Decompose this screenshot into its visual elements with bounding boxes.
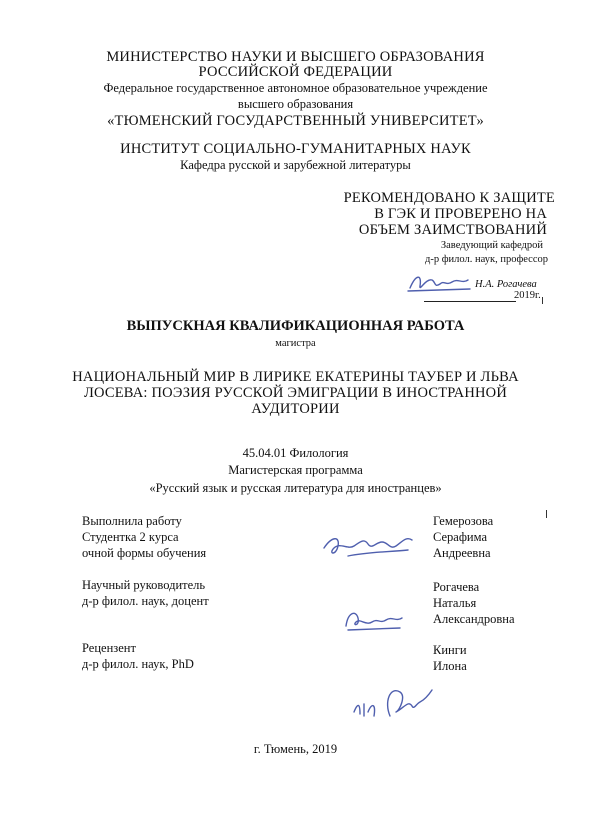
approval-line-3: ОБЪЕМ ЗАИМСТВОВАНИЙ xyxy=(358,222,547,238)
work-level: магистра xyxy=(275,338,316,349)
head-signature xyxy=(406,268,476,296)
ministry-line-1: МИНИСТЕРСТВО НАУКИ И ВЫСШЕГО ОБРАЗОВАНИЯ xyxy=(106,49,485,65)
approval-date-line xyxy=(424,301,516,302)
program-label: Магистерская программа xyxy=(228,463,363,477)
author-name-1: Гемерозова xyxy=(433,514,494,528)
approval-line-2: В ГЭК И ПРОВЕРЕНО НА xyxy=(374,206,547,222)
supervisor-label-2: д-р филол. наук, доцент xyxy=(82,594,209,608)
ministry-line-2: РОССИЙСКОЙ ФЕДЕРАЦИИ xyxy=(198,64,393,80)
reviewer-name-2: Илона xyxy=(433,659,467,673)
author-name-3: Андреевна xyxy=(433,546,491,560)
institution-type-line-2: высшего образования xyxy=(237,97,354,111)
approval-line-1: РЕКОМЕНДОВАНО К ЗАЩИТЕ xyxy=(343,190,555,206)
reviewer-label-2: д-р филол. наук, PhD xyxy=(82,657,194,671)
work-title-line-1: НАЦИОНАЛЬНЫЙ МИР В ЛИРИКЕ ЕКАТЕРИНЫ ТАУБЕР И ЛЬВА xyxy=(72,369,519,385)
scan-edge-mark xyxy=(542,297,543,304)
reviewer-name-1: Кинги xyxy=(433,643,467,657)
approval-degree: д-р филол. наук, профессор xyxy=(425,254,548,265)
author-signature xyxy=(318,528,418,562)
supervisor-name-1: Рогачева xyxy=(433,580,480,594)
author-label-1: Выполнила работу xyxy=(82,514,182,528)
approval-name: Н.А. Рогачева xyxy=(475,279,537,290)
reviewer-label-1: Рецензент xyxy=(82,641,136,655)
work-title-line-3: АУДИТОРИИ xyxy=(251,401,340,417)
scan-edge-mark xyxy=(546,510,547,518)
reviewer-signature xyxy=(350,682,436,726)
work-title-line-2: ЛОСЕВА: ПОЭЗИЯ РУССКОЙ ЭМИГРАЦИИ В ИНОСТРАННОЙ xyxy=(83,385,508,401)
university-name: «ТЮМЕНСКИЙ ГОСУДАРСТВЕННЫЙ УНИВЕРСИТЕТ» xyxy=(107,113,484,129)
institute-name: ИНСТИТУТ СОЦИАЛЬНО-ГУМАНИТАРНЫХ НАУК xyxy=(120,141,471,157)
supervisor-name-3: Александровна xyxy=(433,612,515,626)
supervisor-label-1: Научный руководитель xyxy=(82,578,206,592)
work-type: ВЫПУСКНАЯ КВАЛИФИКАЦИОННАЯ РАБОТА xyxy=(126,318,465,334)
author-label-3: очной формы обучения xyxy=(82,546,207,560)
approval-role: Заведующий кафедрой xyxy=(440,240,543,251)
author-label-2: Студентка 2 курса xyxy=(82,530,179,544)
approval-date: 2019г. xyxy=(514,290,541,301)
supervisor-signature xyxy=(340,604,410,634)
program-name: «Русский язык и русская литература для иностранцев» xyxy=(149,481,442,495)
author-name-2: Серафима xyxy=(433,530,487,544)
supervisor-name-2: Наталья xyxy=(433,596,477,610)
program-code: 45.04.01 Филология xyxy=(242,446,349,460)
institution-type-line-1: Федеральное государственное автономное образовательное учреждение xyxy=(103,81,488,95)
city-year: г. Тюмень, 2019 xyxy=(253,742,338,756)
department-name: Кафедра русской и зарубежной литературы xyxy=(180,158,411,172)
